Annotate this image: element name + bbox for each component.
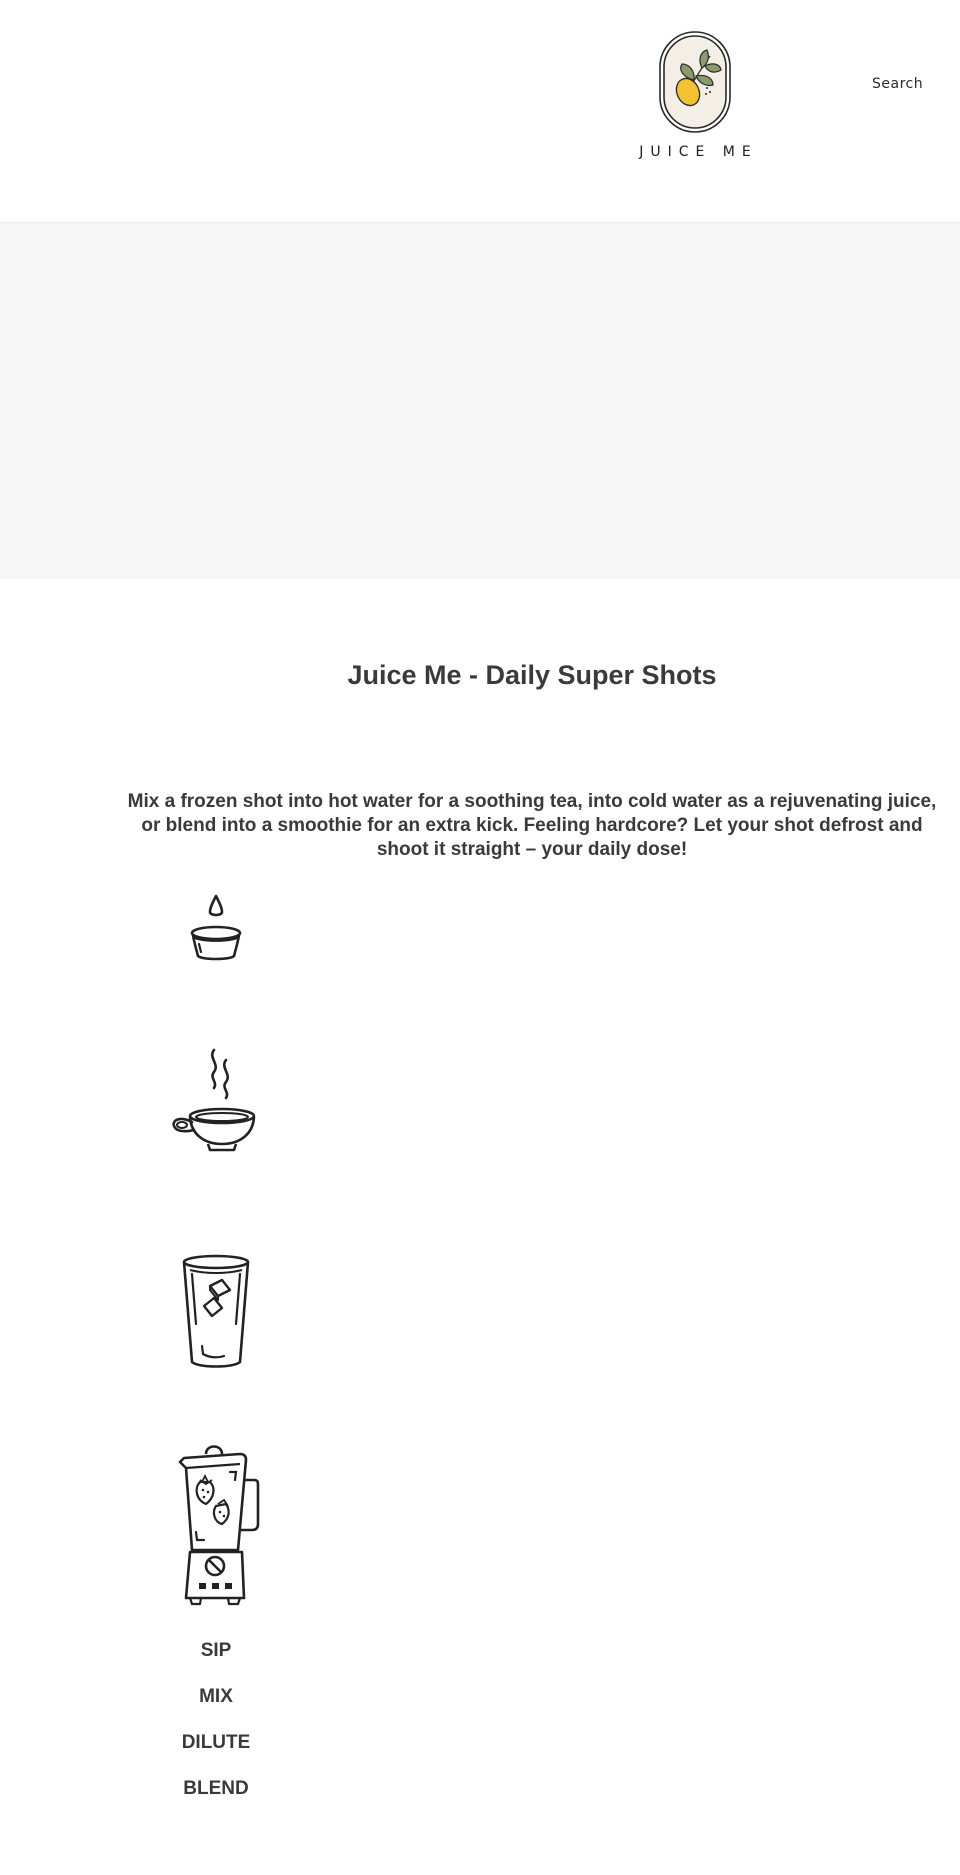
iced-water-glass-icon bbox=[166, 1250, 266, 1374]
site-header bbox=[0, 0, 960, 223]
iced-glass-block bbox=[166, 1250, 266, 1379]
search-link[interactable]: Search bbox=[872, 76, 924, 92]
frozen-shot-block bbox=[166, 890, 266, 979]
usage-labels bbox=[166, 1638, 266, 1822]
blender-block bbox=[166, 1440, 266, 1611]
logo-wordmark: JUICE ME bbox=[639, 144, 758, 160]
lemon-logo-icon bbox=[658, 30, 732, 134]
label-sip: SIP bbox=[200, 1640, 232, 1661]
label-dilute: DILUTE bbox=[181, 1732, 251, 1753]
smoothie-blender-icon bbox=[166, 1440, 266, 1606]
page-title-wrapper bbox=[300, 660, 764, 691]
frozen-shot-icon bbox=[166, 890, 266, 974]
intro-text: Mix a frozen shot into hot water for a soothing tea, into cold water as a rejuvenating juice, or blend into a smoothie for an extra kick. Feeling hardcore? Let your shot defrost and shoot it straight – your daily dose! bbox=[127, 791, 937, 860]
label-mix: MIX bbox=[199, 1686, 233, 1707]
label-blend: BLEND bbox=[183, 1778, 249, 1799]
logo-link[interactable] bbox=[630, 26, 760, 166]
hot-tea-block bbox=[166, 1046, 266, 1167]
hero-banner bbox=[0, 223, 960, 579]
page-title: Juice Me - Daily Super Shots bbox=[347, 660, 717, 690]
hot-tea-cup-icon bbox=[166, 1046, 266, 1162]
